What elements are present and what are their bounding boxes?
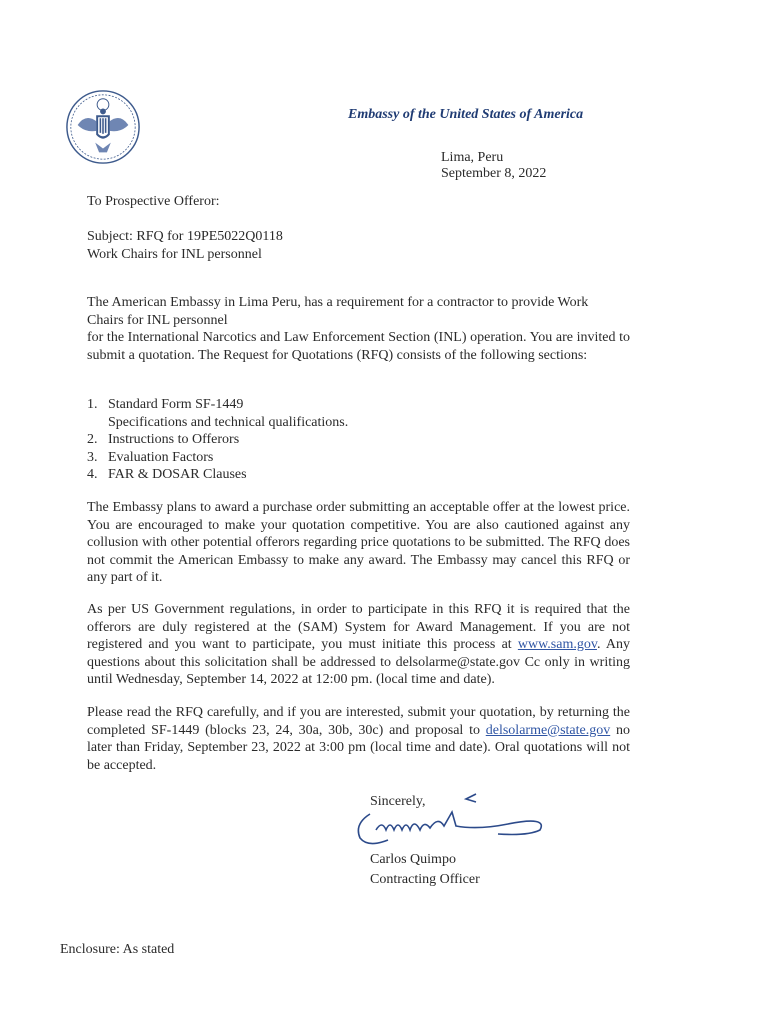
sam-gov-link[interactable]: www.sam.gov	[517, 637, 597, 652]
registration-text-start: As per US Government regulations, in order to participate in this RFQ it is required that the offerors are duly registered at the (SAM) System for Award Management. If you are not registered and you want to participate, you must initiate this process at	[87, 602, 630, 652]
list-number: 3.	[87, 449, 98, 465]
list-label: Standard Form SF-1449	[108, 397, 244, 412]
subject-title: Work Chairs for INL personnel	[87, 246, 262, 262]
list-number	[87, 414, 108, 432]
list-item	[87, 414, 507, 432]
list-number: 1.	[87, 397, 98, 412]
email-link[interactable]: delsolarme@state.gov	[485, 722, 611, 738]
submission-text-start: Please read the RFQ carefully, and if you are interested, submit your quotation, by returning the completed SF-1449 (blocks 23, 24, 30a, 30b, 30c) and proposal to	[87, 705, 630, 738]
signer-title: Contracting Officer	[370, 872, 480, 887]
rfq-sections-list	[87, 396, 507, 484]
list-label: Specifications and technical qualifications.	[108, 414, 349, 430]
list-item	[87, 396, 507, 414]
signature-icon	[348, 786, 558, 856]
list-label: Instructions to Offerors	[108, 432, 240, 447]
subject-line: Subject: RFQ for 19PE5022Q0118	[87, 229, 283, 244]
list-item	[87, 431, 507, 449]
registration-text-end: . Any questions about this solicitation shall be addressed to delsolarme@state.gov Cc only in writing until Wednesday, September 14, 2022 at 12:00 pm. (local time and date).	[87, 637, 630, 687]
list-item	[87, 466, 507, 484]
great-seal-icon	[64, 88, 142, 166]
intro-line-3: for the International Narcotics and Law Enforcement Section (INL) operation. You are invited to submit a quotation. The Request for Quotations (RFQ) consists of the following sections:	[87, 330, 630, 363]
closing: Sincerely,	[370, 794, 426, 809]
list-label: FAR & DOSAR Clauses	[108, 467, 247, 482]
intro-paragraph	[87, 294, 630, 364]
place-and-date	[441, 150, 546, 182]
list-item	[87, 449, 507, 467]
city: Lima, Peru	[441, 150, 504, 165]
salutation: To Prospective Offeror:	[87, 194, 220, 209]
award-paragraph: The Embassy plans to award a purchase order submitting an acceptable offer at the lowest price. You are encouraged to make your quotation competitive. You are also cautioned against any collusion with other potential offerors regarding price quotations to be submitted. The RFQ does not commit the American Embassy to make any award. The Embassy may cancel this RFQ or any part of it.	[87, 500, 630, 585]
letter-date: September 8, 2022	[441, 166, 547, 181]
embassy-name: Embassy of the United States of America	[348, 107, 584, 122]
intro-line-1: The American Embassy in Lima Peru, has a requirement for a contractor to provide Work	[87, 295, 589, 310]
submission-paragraph	[87, 704, 630, 774]
subject-block	[87, 228, 630, 263]
list-number: 2.	[87, 432, 98, 447]
registration-paragraph	[87, 601, 630, 689]
signer-name: Carlos Quimpo	[370, 852, 456, 867]
signer-block	[370, 850, 480, 890]
submission-text-end: no later than Friday, September 23, 2022 at 3:00 pm (local time and date). Oral quotations will not be accepted.	[87, 722, 630, 773]
list-number: 4.	[87, 467, 98, 482]
list-label: Evaluation Factors	[108, 449, 214, 465]
intro-line-2: Chairs for INL personnel	[87, 312, 228, 328]
enclosure-note: Enclosure: As stated	[60, 942, 175, 957]
